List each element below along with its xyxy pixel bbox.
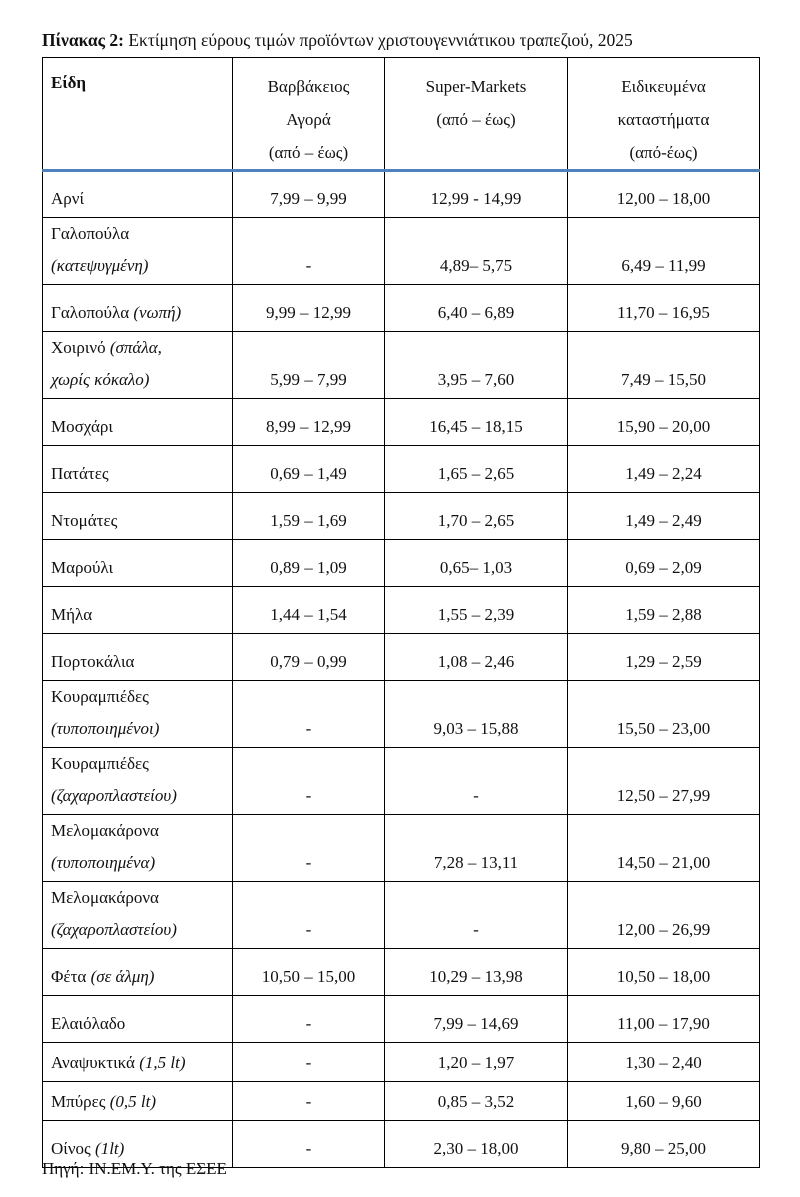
item-note: (τυποποιημένοι) — [51, 719, 160, 738]
item-name: Κουραμπιέδες — [51, 754, 149, 773]
price-supermarkets-cell: 4,89– 5,75 — [385, 218, 568, 285]
price-varvakeios-cell: 5,99 – 7,99 — [233, 332, 385, 399]
item-name: Μελομακάρονα — [51, 821, 159, 840]
item-name: Οίνος — [51, 1139, 91, 1158]
price-varvakeios-cell: 1,44 – 1,54 — [233, 587, 385, 634]
price-varvakeios-cell: 8,99 – 12,99 — [233, 399, 385, 446]
table-row — [43, 446, 760, 493]
price-specialty-cell: 1,49 – 2,24 — [568, 446, 760, 493]
table-header-row — [43, 58, 760, 171]
price-supermarkets-cell: 1,70 – 2,65 — [385, 493, 568, 540]
price-supermarkets-cell: - — [385, 748, 568, 815]
item-name-cell — [43, 399, 233, 446]
item-name: Μήλα — [51, 605, 93, 624]
price-supermarkets-cell: 10,29 – 13,98 — [385, 949, 568, 996]
price-varvakeios-cell: 1,59 – 1,69 — [233, 493, 385, 540]
table-row — [43, 949, 760, 996]
price-varvakeios-cell: 10,50 – 15,00 — [233, 949, 385, 996]
item-name-cell — [43, 171, 233, 218]
price-specialty-cell: 11,70 – 16,95 — [568, 285, 760, 332]
item-note: (1,5 lt) — [139, 1053, 186, 1072]
item-note: (κατεψυγμένη) — [51, 256, 149, 275]
price-varvakeios-cell: 0,79 – 0,99 — [233, 634, 385, 681]
price-varvakeios-cell: - — [233, 748, 385, 815]
table-row — [43, 332, 760, 399]
price-varvakeios-cell: - — [233, 1082, 385, 1121]
price-varvakeios-cell: 0,89 – 1,09 — [233, 540, 385, 587]
price-specialty-cell: 10,50 – 18,00 — [568, 949, 760, 996]
column-header-supermarkets — [385, 58, 568, 171]
price-supermarkets-cell: 7,99 – 14,69 — [385, 996, 568, 1043]
price-specialty-cell: 1,30 – 2,40 — [568, 1043, 760, 1082]
item-note: (1lt) — [95, 1139, 125, 1158]
item-name: Μελομακάρονα — [51, 888, 159, 907]
item-name-cell — [43, 882, 233, 949]
header-line: Αγορά — [286, 110, 331, 129]
item-name: Μπύρες — [51, 1092, 106, 1111]
item-name-cell — [43, 332, 233, 399]
table-row — [43, 1043, 760, 1082]
item-note: (ζαχαροπλαστείου) — [51, 920, 177, 939]
price-supermarkets-cell: 0,85 – 3,52 — [385, 1082, 568, 1121]
price-supermarkets-cell: 12,99 - 14,99 — [385, 171, 568, 218]
price-specialty-cell: 9,80 – 25,00 — [568, 1121, 760, 1168]
item-name: Κουραμπιέδες — [51, 687, 149, 706]
item-note: (σε άλμη) — [90, 967, 155, 986]
header-line: (από-έως) — [629, 143, 698, 162]
price-supermarkets-cell: 1,08 – 2,46 — [385, 634, 568, 681]
price-specialty-cell: 6,49 – 11,99 — [568, 218, 760, 285]
price-specialty-cell: 0,69 – 2,09 — [568, 540, 760, 587]
price-specialty-cell: 1,29 – 2,59 — [568, 634, 760, 681]
column-header-items — [43, 58, 233, 171]
table-caption-label: Πίνακας 2: — [42, 30, 124, 50]
item-note: χωρίς κόκαλο) — [51, 370, 150, 389]
price-specialty-cell: 15,50 – 23,00 — [568, 681, 760, 748]
price-varvakeios-cell: - — [233, 1043, 385, 1082]
price-supermarkets-cell: 2,30 – 18,00 — [385, 1121, 568, 1168]
item-name-cell — [43, 587, 233, 634]
header-line: Βαρβάκειος — [267, 77, 350, 96]
table-row — [43, 540, 760, 587]
item-note: (τυποποιημένα) — [51, 853, 156, 872]
table-row — [43, 882, 760, 949]
item-note: (νωπή) — [133, 303, 182, 322]
item-name: Πατάτες — [51, 464, 109, 483]
price-varvakeios-cell: 9,99 – 12,99 — [233, 285, 385, 332]
price-specialty-cell: 11,00 – 17,90 — [568, 996, 760, 1043]
item-name-cell — [43, 1043, 233, 1082]
item-name-cell — [43, 996, 233, 1043]
price-specialty-cell: 1,49 – 2,49 — [568, 493, 760, 540]
item-name: Ντομάτες — [51, 511, 118, 530]
table-row — [43, 399, 760, 446]
table-row — [43, 748, 760, 815]
item-note: (ζαχαροπλαστείου) — [51, 786, 177, 805]
item-name-cell — [43, 815, 233, 882]
price-supermarkets-cell: 7,28 – 13,11 — [385, 815, 568, 882]
price-specialty-cell: 7,49 – 15,50 — [568, 332, 760, 399]
table-row — [43, 815, 760, 882]
price-varvakeios-cell: - — [233, 681, 385, 748]
column-header-varvakeios — [233, 58, 385, 171]
item-name-cell — [43, 949, 233, 996]
price-specialty-cell: 1,59 – 2,88 — [568, 587, 760, 634]
item-name: Ελαιόλαδο — [51, 1014, 126, 1033]
column-header-specialty-stores — [568, 58, 760, 171]
price-supermarkets-cell: 1,55 – 2,39 — [385, 587, 568, 634]
item-name: Πορτοκάλια — [51, 652, 135, 671]
item-name-cell — [43, 446, 233, 493]
item-name-cell — [43, 681, 233, 748]
price-range-table — [42, 57, 760, 1168]
item-name-cell — [43, 1082, 233, 1121]
table-row — [43, 996, 760, 1043]
table-row — [43, 681, 760, 748]
table-row — [43, 218, 760, 285]
price-varvakeios-cell: 7,99 – 9,99 — [233, 171, 385, 218]
item-name-cell — [43, 634, 233, 681]
item-name-cell — [43, 285, 233, 332]
price-supermarkets-cell: 3,95 – 7,60 — [385, 332, 568, 399]
header-line: καταστήματα — [617, 110, 710, 129]
price-specialty-cell: 1,60 – 9,60 — [568, 1082, 760, 1121]
table-caption-text: Εκτίμηση εύρους τιμών προϊόντων χριστουγεννιάτικου τραπεζιού, 2025 — [128, 30, 633, 50]
item-name: Γαλοπούλα — [51, 303, 130, 322]
item-name-cell — [43, 493, 233, 540]
price-varvakeios-cell: - — [233, 1121, 385, 1168]
table-caption — [42, 30, 633, 51]
price-varvakeios-cell: - — [233, 815, 385, 882]
price-supermarkets-cell: 0,65– 1,03 — [385, 540, 568, 587]
price-varvakeios-cell: - — [233, 218, 385, 285]
price-specialty-cell: 12,00 – 26,99 — [568, 882, 760, 949]
item-name: Μοσχάρι — [51, 417, 113, 436]
table-row — [43, 634, 760, 681]
header-line: Super-Markets — [425, 77, 527, 96]
item-note: (0,5 lt) — [109, 1092, 157, 1111]
price-supermarkets-cell: 1,65 – 2,65 — [385, 446, 568, 493]
table-row — [43, 1082, 760, 1121]
item-name: Αρνί — [51, 189, 85, 208]
item-name: Φέτα — [51, 967, 87, 986]
table-row — [43, 493, 760, 540]
item-note: (σπάλα, — [109, 338, 162, 357]
price-supermarkets-cell: 16,45 – 18,15 — [385, 399, 568, 446]
header-line: (από – έως) — [436, 110, 516, 129]
item-name-cell — [43, 540, 233, 587]
price-varvakeios-cell: - — [233, 882, 385, 949]
price-supermarkets-cell: 9,03 – 15,88 — [385, 681, 568, 748]
table-row — [43, 587, 760, 634]
item-name: Μαρούλι — [51, 558, 114, 577]
item-name: Γαλοπούλα — [51, 224, 130, 243]
column-header-items-label: Είδη — [51, 73, 87, 92]
price-specialty-cell: 12,00 – 18,00 — [568, 171, 760, 218]
item-name: Αναψυκτικά — [51, 1053, 135, 1072]
table-body — [43, 171, 760, 1168]
price-supermarkets-cell: 1,20 – 1,97 — [385, 1043, 568, 1082]
item-name: Χοιρινό — [51, 338, 106, 357]
header-line: Ειδικευμένα — [621, 77, 706, 96]
table-row — [43, 171, 760, 218]
source-note: Πηγή: ΙΝ.ΕΜ.Υ. της ΕΣΕΕ — [42, 1159, 227, 1178]
price-specialty-cell: 12,50 – 27,99 — [568, 748, 760, 815]
price-specialty-cell: 14,50 – 21,00 — [568, 815, 760, 882]
header-line: (από – έως) — [268, 143, 349, 162]
price-supermarkets-cell: 6,40 – 6,89 — [385, 285, 568, 332]
table-row — [43, 285, 760, 332]
price-varvakeios-cell: - — [233, 996, 385, 1043]
item-name-cell — [43, 218, 233, 285]
item-name-cell — [43, 748, 233, 815]
price-varvakeios-cell: 0,69 – 1,49 — [233, 446, 385, 493]
price-supermarkets-cell: - — [385, 882, 568, 949]
price-specialty-cell: 15,90 – 20,00 — [568, 399, 760, 446]
